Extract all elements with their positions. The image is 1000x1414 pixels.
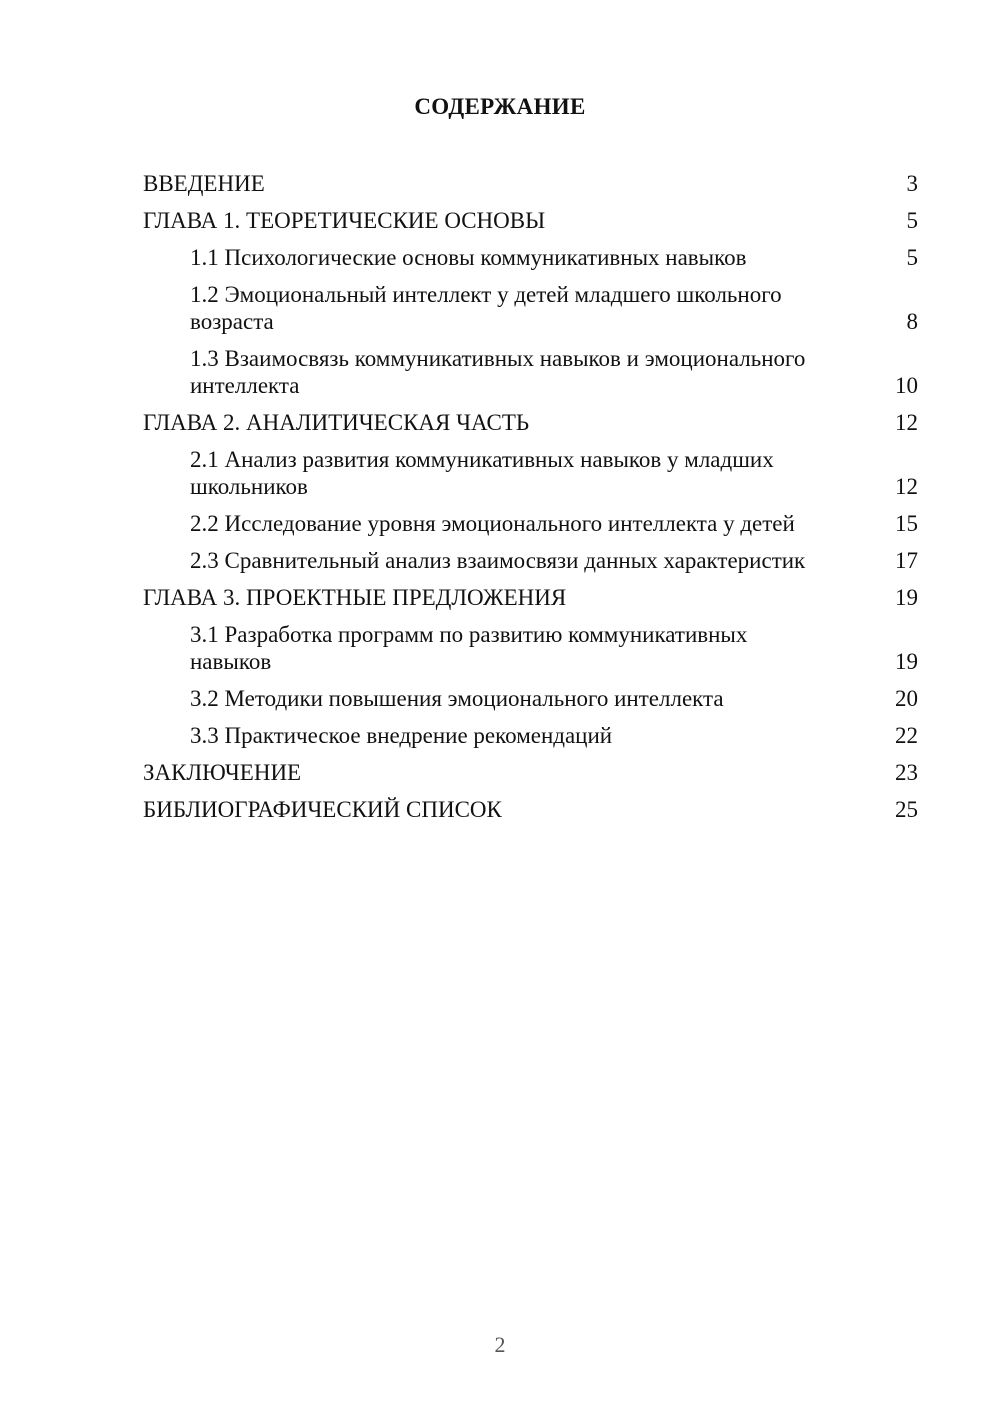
toc-entry-label: 3.3 Практическое внедрение рекомендаций (190, 723, 613, 748)
toc-entry[interactable] (143, 796, 918, 823)
toc-entry-page: 10 (895, 373, 918, 398)
toc-title: СОДЕРЖАНИЕ (414, 94, 586, 119)
toc-entry-page: 17 (895, 548, 918, 573)
toc-entry[interactable] (143, 621, 918, 675)
toc-entry-page: 5 (906, 208, 918, 233)
toc-entry[interactable] (143, 170, 918, 197)
toc-entry[interactable] (143, 685, 918, 712)
toc-entry-page: 8 (906, 309, 918, 334)
toc-entry-label: ГЛАВА 2. АНАЛИТИЧЕСКАЯ ЧАСТЬ (143, 410, 530, 435)
toc-entry-page: 25 (895, 797, 918, 822)
toc-entry-page: 23 (895, 760, 918, 785)
toc-entry-label: 2.2 Исследование уровня эмоционального интеллекта у детей (190, 511, 795, 536)
toc-entry[interactable] (143, 244, 918, 271)
toc-entry-label: 2.3 Сравнительный анализ взаимосвязи данных характеристик (190, 548, 806, 573)
toc-entry-label: БИБЛИОГРАФИЧЕСКИЙ СПИСОК (143, 797, 502, 822)
toc-entry[interactable] (143, 722, 918, 749)
toc-entry-label: ЗАКЛЮЧЕНИЕ (143, 760, 302, 785)
toc-entry-page: 15 (895, 511, 918, 536)
toc-entry-page: 19 (895, 585, 918, 610)
toc-entry-page: 3 (906, 171, 918, 196)
toc-entry-label: 3.1 Разработка программ по развитию коммуникативных навыков (190, 622, 748, 674)
toc-entry[interactable] (143, 510, 918, 537)
toc-entry-page: 12 (895, 474, 918, 499)
toc-entry[interactable] (143, 446, 918, 500)
toc-entry-label: ГЛАВА 1. ТЕОРЕТИЧЕСКИЕ ОСНОВЫ (143, 208, 546, 233)
toc-entry[interactable] (143, 409, 918, 436)
page-number: 2 (494, 1332, 506, 1357)
toc-entry-label: ГЛАВА 3. ПРОЕКТНЫЕ ПРЕДЛОЖЕНИЯ (143, 585, 567, 610)
toc-entry-label: 1.3 Взаимосвязь коммуникативных навыков и эмоционального интеллекта (190, 346, 806, 398)
toc-entry[interactable] (143, 584, 918, 611)
toc-entry[interactable] (143, 345, 918, 399)
table-of-contents (143, 170, 918, 833)
toc-entry-page: 22 (895, 723, 918, 748)
toc-entry-label: 1.2 Эмоциональный интеллект у детей младшего школьного возраста (190, 282, 782, 334)
toc-entry-page: 12 (895, 410, 918, 435)
toc-entry-label: 3.2 Методики повышения эмоционального интеллекта (190, 686, 724, 711)
toc-entry-page: 5 (906, 245, 918, 270)
toc-entry-label: ВВЕДЕНИЕ (143, 171, 265, 196)
toc-entry-label: 2.1 Анализ развития коммуникативных навыков у младших школьников (190, 447, 774, 499)
toc-entry[interactable] (143, 207, 918, 234)
toc-entry[interactable] (143, 281, 918, 335)
toc-entry[interactable] (143, 547, 918, 574)
toc-entry-page: 20 (895, 686, 918, 711)
toc-entry[interactable] (143, 759, 918, 786)
toc-entry-label: 1.1 Психологические основы коммуникативных навыков (190, 245, 747, 270)
toc-entry-page: 19 (895, 649, 918, 674)
